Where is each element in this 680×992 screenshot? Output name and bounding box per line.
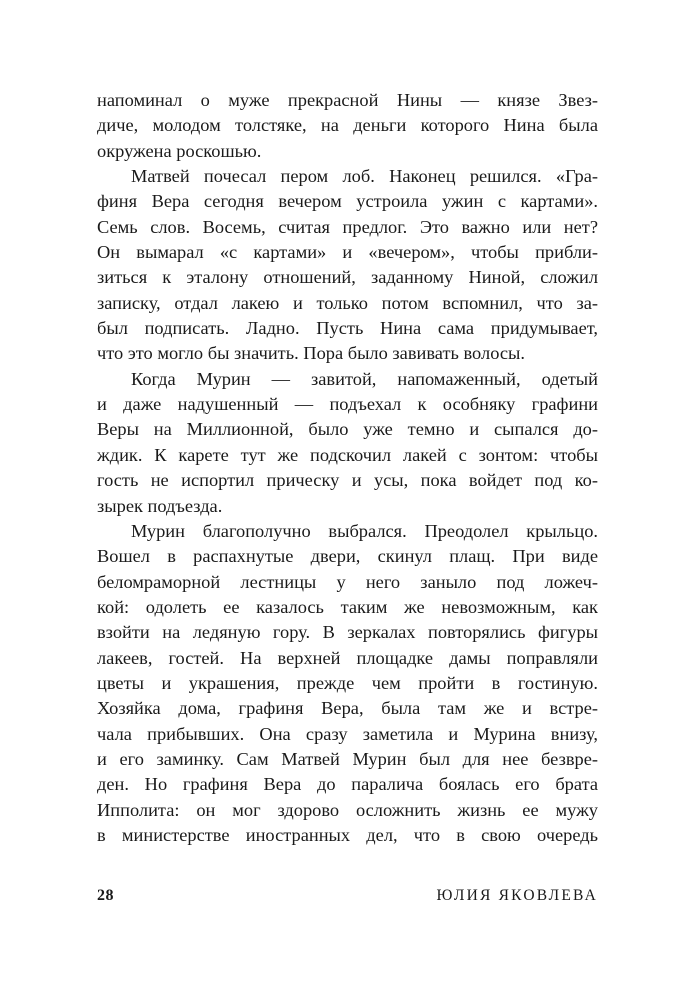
text-line: Матвей почесал пером лоб. Наконец решился. «Гра- bbox=[131, 166, 598, 187]
text-line: взойти на ледяную гору. В зеркалах повторялись фигуры bbox=[97, 622, 598, 643]
text-line: ждик. К карете тут же подскочил лакей с зонтом: чтобы bbox=[97, 444, 598, 465]
text-line: чала прибывших. Она сразу заметила и Мурина внизу, bbox=[97, 723, 598, 744]
paragraph bbox=[97, 88, 598, 164]
text-line: Веры на Миллионной, было уже темно и сыпался до- bbox=[97, 419, 598, 440]
text-line: ден. Но графиня Вера до паралича боялась его брата bbox=[97, 774, 598, 795]
text-line: зиться к эталону отношений, заданному Ниной, сложил bbox=[97, 267, 598, 288]
text-line: Семь слов. Восемь, считая предлог. Это важно или нет? bbox=[97, 216, 598, 237]
running-footer-author: ЮЛИЯ ЯКОВЛЕВА bbox=[436, 887, 598, 904]
text-line: финя Вера сегодня вечером устроила ужин с картами». bbox=[97, 191, 598, 212]
text-line: записку, отдал лакею и только потом вспомнил, что за- bbox=[97, 292, 598, 313]
text-line: гость не испортил прическу и усы, пока войдет под ко- bbox=[97, 470, 598, 491]
text-line: беломраморной лестницы у него заныло под ложеч- bbox=[97, 571, 598, 592]
text-line: в министерстве иностранных дел, что в свою очередь bbox=[97, 824, 598, 845]
paragraph bbox=[97, 367, 598, 519]
text-line: и даже надушенный — подъехал к особняку графини bbox=[97, 394, 598, 415]
page-body bbox=[97, 88, 598, 848]
text-line: Мурин благополучно выбрался. Преодолел крыльцо. bbox=[131, 520, 598, 541]
text-line: лакеев, гостей. На верхней площадке дамы поправляли bbox=[97, 647, 598, 668]
text-line: зырек подъезда. bbox=[97, 495, 223, 516]
text-line: Он вымарал «с картами» и «вечером», чтобы прибли- bbox=[97, 242, 598, 263]
text-line: напоминал о муже прекрасной Нины — князе Звез- bbox=[97, 90, 598, 110]
text-line: и его заминку. Сам Матвей Мурин был для нее безвре- bbox=[97, 748, 598, 769]
page-footer bbox=[97, 884, 598, 908]
paragraph bbox=[97, 164, 598, 367]
text-line: что это могло бы значить. Пора было завивать волосы. bbox=[97, 343, 525, 364]
text-line: цветы и украшения, прежде чем пройти в гостиную. bbox=[97, 672, 598, 693]
text-line: диче, молодом толстяке, на деньги которого Нина была bbox=[97, 115, 598, 136]
text-line: Хозяйка дома, графиня Вера, была там же и встре- bbox=[97, 698, 598, 719]
text-line: кой: одолеть ее казалось таким же невозможным, как bbox=[97, 596, 598, 617]
text-line: был подписать. Ладно. Пусть Нина сама придумывает, bbox=[97, 318, 598, 339]
text-line: Когда Мурин — завитой, напомаженный, одетый bbox=[131, 368, 598, 389]
text-line: Вошел в распахнутые двери, скинул плащ. При виде bbox=[97, 546, 598, 567]
text-line: Ипполита: он мог здорово осложнить жизнь ее мужу bbox=[97, 799, 598, 820]
paragraph bbox=[97, 519, 598, 848]
page-number: 28 bbox=[97, 887, 114, 904]
text-line: окружена роскошью. bbox=[97, 140, 262, 161]
